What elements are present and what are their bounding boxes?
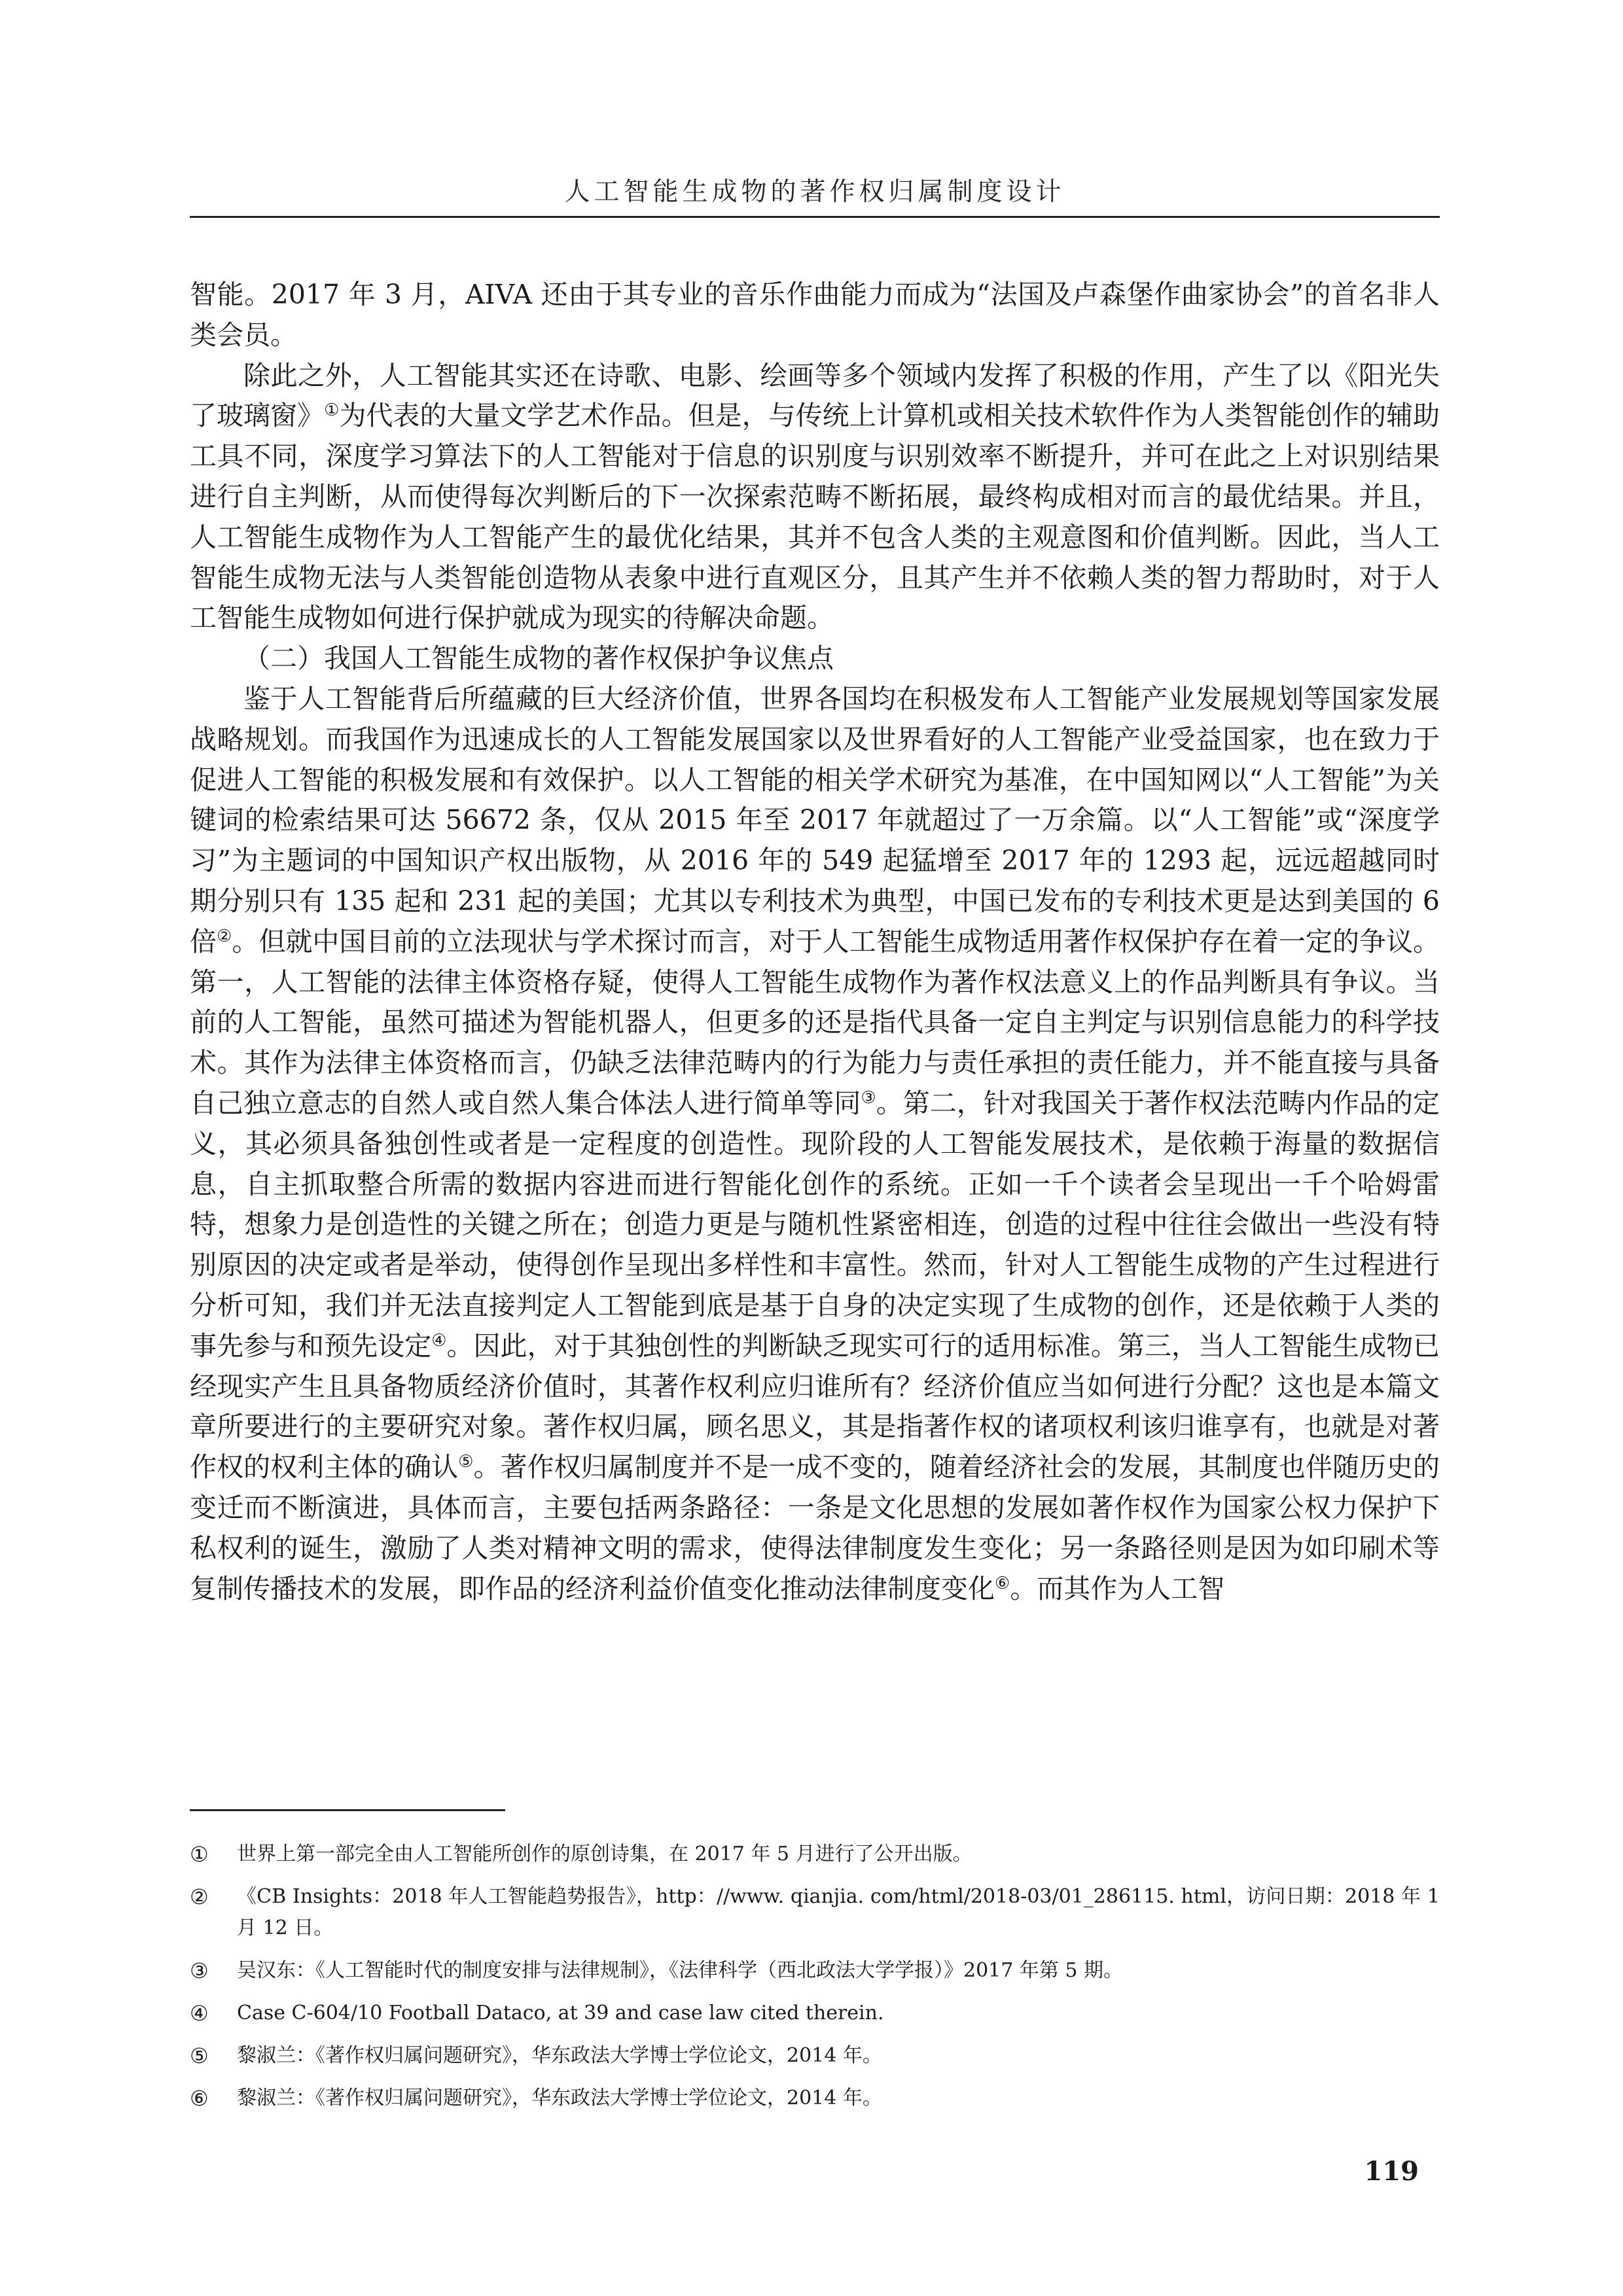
section-subheading: （二）我国人工智能生成物的著作权保护争议焦点 bbox=[243, 643, 834, 675]
paragraph-3-text-d: 。因此，对于其独创性的判断缺乏现实可行的适用标准。第三，当人工智能生成物已经现实产生且具备物质经济价值时，其著作权利应归谁所有？经济价值应当如何进行分配？这也是本篇文章所要进行的主要研究对象。著作权归属，顾名思义，其是指著作权的诸项权利该归谁享有，也就是对著作权的权利主体的确认 bbox=[190, 1330, 1440, 1483]
footnote-number: ⑤ bbox=[190, 2043, 209, 2068]
footnote-text: 黎淑兰：《著作权归属问题研究》，华东政法大学博士学位论文，2014 年。 bbox=[237, 2044, 882, 2067]
paragraph-2-text-b: 为代表的大量文学艺术作品。但是，与传统上计算机或相关技术软件作为人类智能创作的辅助工具不同，深度学习算法下的人工智能对于信息的识别度与识别效率不断提升，并可在此之上对识别结果进行自主判断，从而使得每次判断后的下一次探索范畴不断拓展，最终构成相对而言的最优结果。并且，人工智能生成物作为人工智能产生的最优化结果，其并不包含人类的主观意图和价值判断。因此，当人工智能生成物无法与人类智能创造物从表象中进行直观区分，且其产生并不依赖人类的智力帮助时，对于人工智能生成物如何进行保护就成为现实的待解决命题。 bbox=[190, 400, 1440, 634]
paragraph-3-text-f: 。而其作为人工智 bbox=[1010, 1572, 1225, 1604]
footnotes bbox=[190, 1839, 1440, 2125]
footnote-item bbox=[190, 2083, 1440, 2114]
footnote-item bbox=[190, 2040, 1440, 2072]
paragraph-2 bbox=[190, 356, 1440, 639]
footnote-ref-6[interactable]: ⑥ bbox=[995, 1573, 1010, 1593]
footnote-text: 《CB Insights：2018 年人工智能趋势报告》，http：//www. qianjia. com/html/2018-03/01_286115. html，访问日期：2018 年 1 月 12 日。 bbox=[237, 1885, 1440, 1939]
footnote-text: 世界上第一部完全由人工智能所创作的原创诗集，在 2017 年 5 月进行了公开出版。 bbox=[237, 1843, 972, 1865]
paragraph-1 bbox=[190, 275, 1440, 356]
page-number: 119 bbox=[1364, 2156, 1419, 2187]
paragraph-2-text-a: 除此之外，人工智能其实还在诗歌、电影、绘画等多个领域内发挥了积极的作用，产生了以《阳光失了玻璃窗》 bbox=[190, 359, 1440, 432]
paragraph-3-text-e: 。著作权归属制度并不是一成不变的，随着经济社会的发展，其制度也伴随历史的变迁而不断演进，具体而言，主要包括两条路径：一条是文化思想的发展如著作权作为国家公权力保护下私权利的诞生，激励了人类对精神文明的需求，使得法律制度发生变化；另一条路径则是因为如印刷术等复制传播技术的发展，即作品的经济利益价值变化推动法律制度变化 bbox=[190, 1451, 1440, 1604]
running-title: 人工智能生成物的著作权归属制度设计 bbox=[564, 177, 1065, 207]
paragraph-3-text-a: 鉴于人工智能背后所蕴藏的巨大经济价值，世界各国均在积极发布人工智能产业发展规划等国家发展战略规划。而我国作为迅速成长的人工智能发展国家以及世界看好的人工智能产业受益国家，也在致力于促进人工智能的积极发展和有效保护。以人工智能的相关学术研究为基准，在中国知网以“人工智能”为关键词的检索结果可达 56672 条，仅从 2015 年至 2017 年就超过了一万余篇。以“人工智能”或“深度学习”为主题词的中国知识产权出版物，从 2016 年的 549 起猛增至 2017 年的 1293 起，远远超越同时期分别只有 135 起和 231 起的美国；尤其以专利技术为典型，中国已发布的专利技术更是达到美国的 6 倍 bbox=[190, 682, 1440, 957]
footnote-item bbox=[190, 1998, 1440, 2029]
footnote-item bbox=[190, 1955, 1440, 1987]
footnote-ref-4[interactable]: ④ bbox=[431, 1330, 447, 1351]
footnote-number: ② bbox=[190, 1884, 209, 1909]
footnote-number: ⑥ bbox=[190, 2086, 209, 2111]
footnote-ref-2[interactable]: ② bbox=[217, 926, 232, 946]
footnote-text: 黎淑兰：《著作权归属问题研究》，华东政法大学博士学位论文，2014 年。 bbox=[237, 2087, 882, 2110]
footnote-number: ① bbox=[190, 1842, 209, 1867]
footnote-rule bbox=[190, 1809, 505, 1811]
paragraph-3-text-c: 。第二，针对我国关于著作权法范畴内作品的定义，其必须具备独创性或者是一定程度的创造性。现阶段的人工智能发展技术，是依赖于海量的数据信息，自主抓取整合所需的数据内容进而进行智能化创作的系统。正如一千个读者会呈现出一千个哈姆雷特，想象力是创造性的关键之所在；创造力更是与随机性紧密相连，创造的过程中往往会做出一些没有特别原因的决定或者是举动，使得创作呈现出多样性和丰富性。然而，针对人工智能生成物的产生过程进行分析可知，我们并无法直接判定人工智能到底是基于自身的决定实现了生成物的创作，还是依赖于人类的事先参与和预先设定 bbox=[190, 1087, 1440, 1362]
footnote-text: Case C-604/10 Football Dataco, at 39 and case law cited therein. bbox=[237, 2002, 884, 2024]
header-rule bbox=[190, 216, 1440, 218]
body-text bbox=[190, 275, 1440, 1609]
footnote-ref-5[interactable]: ⑤ bbox=[458, 1452, 474, 1472]
footnote-item bbox=[190, 1881, 1440, 1944]
footnote-number: ④ bbox=[190, 2001, 209, 2026]
footnote-item bbox=[190, 1839, 1440, 1870]
footnote-text: 吴汉东：《人工智能时代的制度安排与法律规制》，《法律科学（西北政法大学学报）》2017 年第 5 期。 bbox=[237, 1959, 1124, 1982]
footnote-ref-3[interactable]: ③ bbox=[861, 1087, 876, 1108]
paragraph-1-text: 智能。2017 年 3 月，AIVA 还由于其专业的音乐作曲能力而成为“法国及卢森堡作曲家协会”的首名非人类会员。 bbox=[190, 279, 1440, 351]
paragraph-3-text-b: 。但就中国目前的立法现状与学术探讨而言，对于人工智能生成物适用著作权保护存在着一定的争议。第一，人工智能的法律主体资格存疑，使得人工智能生成物作为著作权法意义上的作品判断具有争议。当前的人工智能，虽然可描述为智能机器人，但更多的还是指代具备一定自主判定与识别信息能力的科学技术。其作为法律主体资格而言，仍缺乏法律范畴内的行为能力与责任承担的责任能力，并不能直接与具备自己独立意志的自然人或自然人集合体法人进行简单等同 bbox=[190, 925, 1440, 1119]
footnote-number: ③ bbox=[190, 1958, 209, 1983]
paragraph-3 bbox=[190, 679, 1440, 1609]
footnote-ref-1[interactable]: ① bbox=[324, 400, 340, 421]
